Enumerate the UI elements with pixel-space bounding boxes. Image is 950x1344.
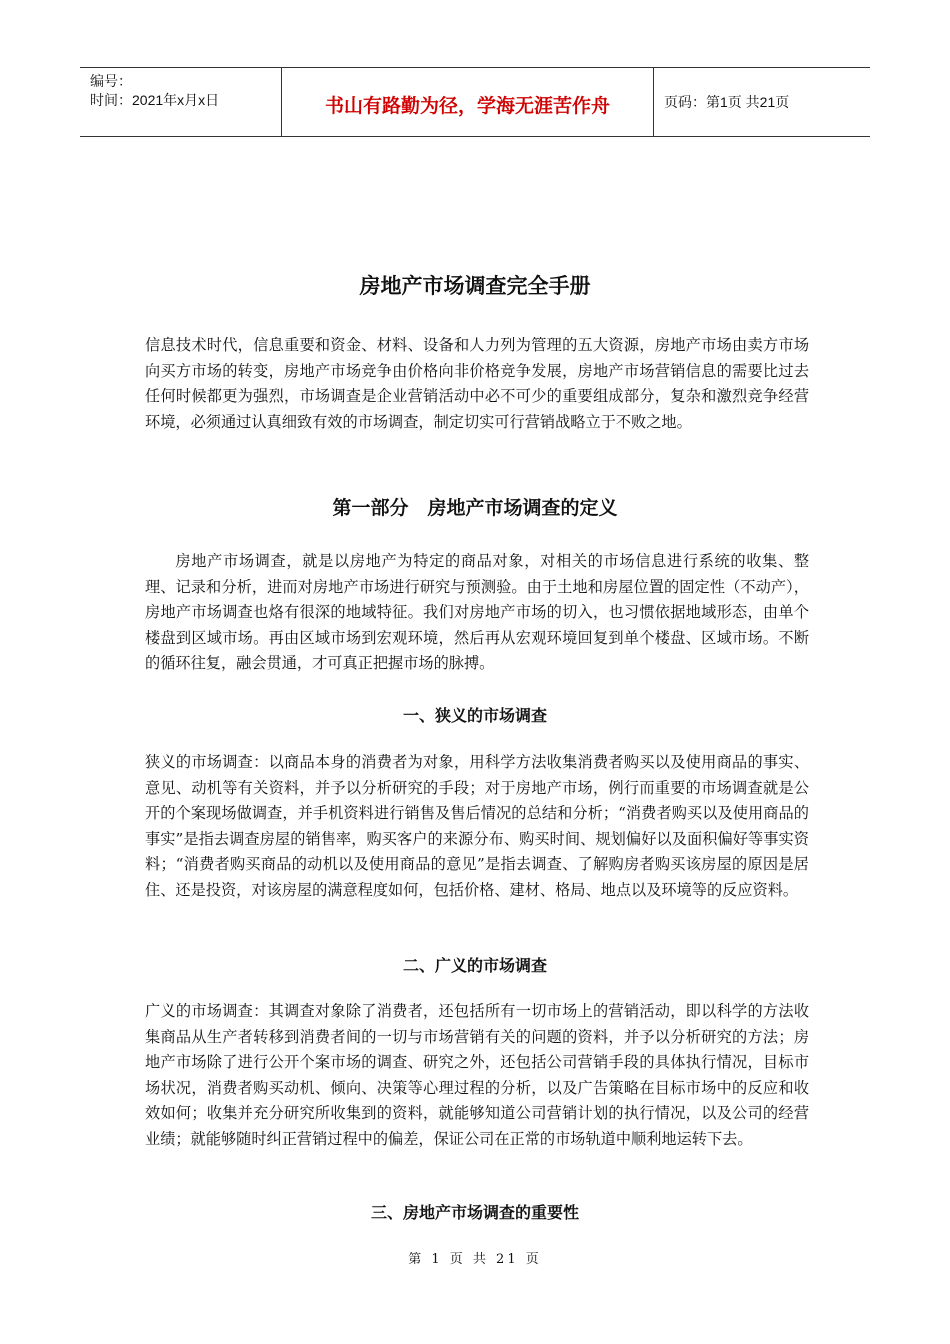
document-title: 房地产市场调查完全手册 — [359, 274, 591, 298]
page-footer: 第 1 页 共 21 页 — [408, 1252, 542, 1267]
number-label: 编号： — [90, 73, 132, 89]
header-page-info: 页码：第1页 共21页 — [664, 94, 790, 110]
header-meta — [80, 68, 282, 136]
section1-paragraph: 狭义的市场调查：以商品本身的消费者为对象，用科学方法收集消费者购买以及使用商品的事实、意见、动机等有关资料，并予以分析研究的手段；对于房地产市场，例行而重要的市场调查就是公开的个案现场做调查，并手机资料进行销售及售后情况的总结和分析；“消费者购买以及使用商品的事实”是指去调查房屋的销售率，购买客户的来源分布、购买时间、规划偏好以及面积偏好等事实资料；“消费者购买商品的动机以及使用商品的意见”是指去调查、了解购房者购买该房屋的原因是居住、还是投资，对该房屋的满意程度如何，包括价格、建材、格局、地点以及环境等的反应资料。 — [145, 753, 809, 899]
part1-paragraph: 房地产市场调查，就是以房地产为特定的商品对象，对相关的市场信息进行系统的收集、整理、记录和分析，进而对房地产市场进行研究与预测验。由于土地和房屋位置的固定性（不动产），房地产市场调查也烙有很深的地域特征。我们对房地产市场的切入，也习惯依据地域形态，由单个楼盘到区域市场。再由区域市场到宏观环境，然后再从宏观环境回复到单个楼盘、区域市场。不断的循环往复，融会贯通，才可真正把握市场的脉搏。 — [145, 552, 809, 673]
intro-paragraph: 信息技术时代，信息重要和资金、材料、设备和人力列为管理的五大资源，房地产市场由卖方市场向买方市场的转变，房地产市场竞争由价格向非价格竞争发展，房地产市场营销信息的需要比过去任何时候都更为强烈，市场调查是企业营销活动中必不可少的重要组成部分，复杂和激烈竞争经营环境，必须通过认真细致有效的市场调查，制定切实可行营销战略立于不败之地。 — [145, 336, 809, 431]
part1-heading: 第一部分 房地产市场调查的定义 — [332, 497, 618, 519]
section2-paragraph: 广义的市场调查：其调查对象除了消费者，还包括所有一切市场上的营销活动，即以科学的方法收集商品从生产者转移到消费者间的一切与市场营销有关的问题的资料，并予以分析研究的方法；房地产市场除了进行公开个案市场的调查、研究之外，还包括公司营销手段的具体执行情况，目标市场状况，消费者购买动机、倾向、决策等心理过程的分析，以及广告策略在目标市场中的反应和收效如何；收集并充分研究所收集到的资料，就能够知道公司营销计划的执行情况，以及公司的经营业绩；就能够随时纠正营销过程中的偏差，保证公司在正常的市场轨道中顺利地运转下去。 — [145, 1002, 809, 1148]
time-label: 时间：2021年x月x日 — [90, 92, 220, 108]
header-table — [80, 67, 870, 137]
section3-heading: 三、房地产市场调查的重要性 — [370, 1203, 579, 1222]
header-motto: 书山有路勤为径，学海无涯苦作舟 — [282, 68, 654, 136]
section1-heading: 一、狭义的市场调查 — [402, 706, 547, 725]
section2-heading: 二、广义的市场调查 — [402, 956, 547, 975]
